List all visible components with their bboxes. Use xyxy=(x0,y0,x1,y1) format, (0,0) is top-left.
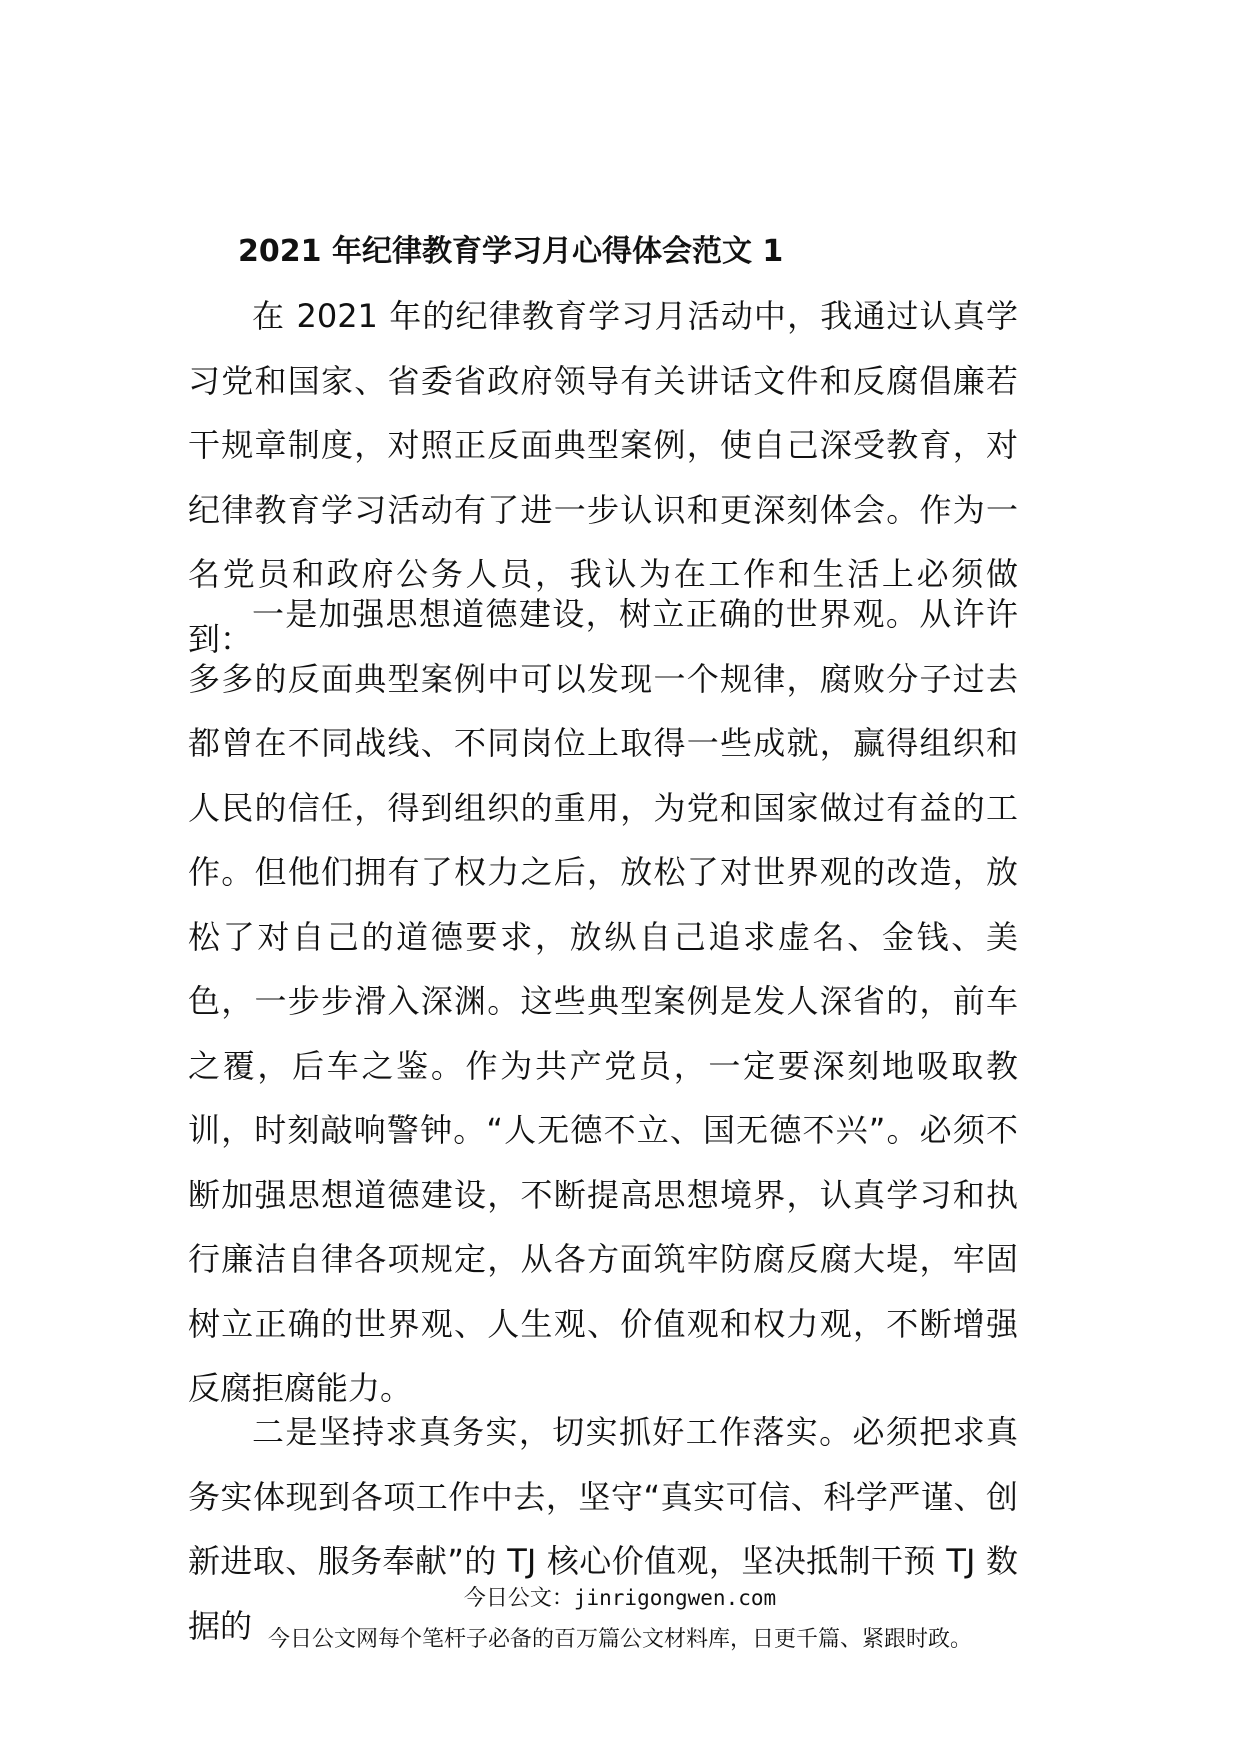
paragraph-point-two: 二是坚持求真务实，切实抓好工作落实。必须把求真务实体现到各项工作中去，坚守“真实可信、科学严谨、创新进取、服务奉献”的 TJ 核心价值观，坚决抵制干预 TJ 数据的 xyxy=(188,1413,1018,1645)
document-title: 2021 年纪律教育学习月心得体会范文 1 xyxy=(238,234,784,269)
footer-source xyxy=(0,1581,1240,1612)
footer-url-link[interactable]: jinrigongwen.com xyxy=(573,1586,777,1610)
footer-label: 今日公文： xyxy=(463,1586,574,1611)
paragraph-point-one: 一是加强思想道德建设，树立正确的世界观。从许许多多的反面典型案例中可以发现一个规律，腐败分子过去都曾在不同战线、不同岗位上取得一些成就，赢得组织和人民的信任，得到组织的重用，为党和国家做过有益的工作。但他们拥有了权力之后，放松了对世界观的改造，放松了对自己的道德要求，放纵自己追求虚名、金钱、美色，一步步滑入深渊。这些典型案例是发人深省的，前车之覆，后车之鉴。作为共产党员，一定要深刻地吸取教训，时刻敲响警钟。“人无德不立、国无德不兴”。必须不断加强思想道德建设，不断提高思想境界，认真学习和执行廉洁自律各项规定，从各方面筑牢防腐反腐大堤，牢固树立正确的世界观、人生观、价值观和权力观，不断增强反腐拒腐能力。 xyxy=(188,595,1018,1407)
paragraph-intro: 在 2021 年的纪律教育学习月活动中，我通过认真学习党和国家、省委省政府领导有关讲话文件和反腐倡廉若干规章制度，对照正反面典型案例，使自己深受教育，对纪律教育学习活动有了进一步认识和更深刻体会。作为一名党员和政府公务人员，我认为在工作和生活上必须做到： xyxy=(188,297,1018,658)
footer-tagline: 今日公文网每个笔杆子必备的百万篇公文材料库，日更千篇、紧跟时政。 xyxy=(267,1627,972,1652)
